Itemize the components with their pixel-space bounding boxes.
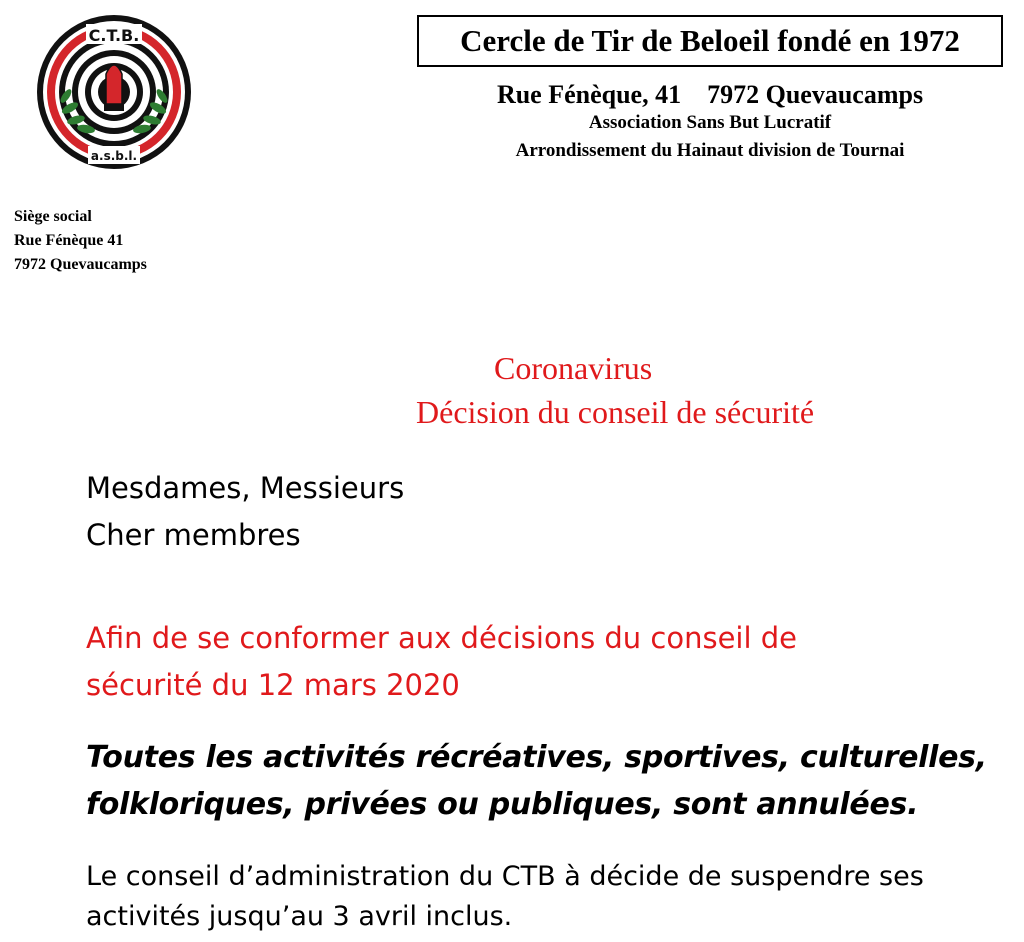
greeting <box>86 465 404 559</box>
ctb-logo <box>34 12 194 172</box>
siege-label: Siège social <box>14 208 92 225</box>
logo-text-top: C.T.B. <box>88 26 140 45</box>
siege-social <box>14 205 147 277</box>
suspension-line-2: activités jusqu’au 3 avril inclus. <box>86 901 513 932</box>
club-association: Association Sans But Lucratif <box>588 112 832 133</box>
cancellation-line-2: folkloriques, privées ou publiques, sont annulées. <box>86 787 919 822</box>
club-district: Arrondissement du Hainaut division de Tournai <box>515 140 905 161</box>
conformity-line-2: sécurité du 12 mars 2020 <box>86 668 460 702</box>
suspension-line-1: Le conseil d’administration du CTB à décide de suspendre ses <box>86 861 924 892</box>
cancellation-paragraph <box>86 734 987 828</box>
heading-decision: Décision du conseil de sécurité <box>416 394 815 430</box>
greeting-line-2: Cher membres <box>86 518 301 552</box>
greeting-line-1: Mesdames, Messieurs <box>86 471 405 505</box>
club-address: Rue Fénèque, 41 7972 Quevaucamps <box>496 80 924 109</box>
conformity-paragraph <box>86 615 797 709</box>
suspension-paragraph <box>86 857 924 937</box>
heading-coronavirus: Coronavirus <box>494 350 653 386</box>
siege-street: Rue Fénèque 41 <box>14 232 124 249</box>
siege-city: 7972 Quevaucamps <box>14 256 147 273</box>
club-title: Cercle de Tir de Beloeil fondé en 1972 <box>417 15 1003 67</box>
logo-text-bottom: a.s.b.l. <box>90 149 138 163</box>
cancellation-line-1: Toutes les activités récréatives, sportives, culturelles, <box>86 740 987 775</box>
conformity-line-1: Afin de se conformer aux décisions du conseil de <box>86 621 798 655</box>
